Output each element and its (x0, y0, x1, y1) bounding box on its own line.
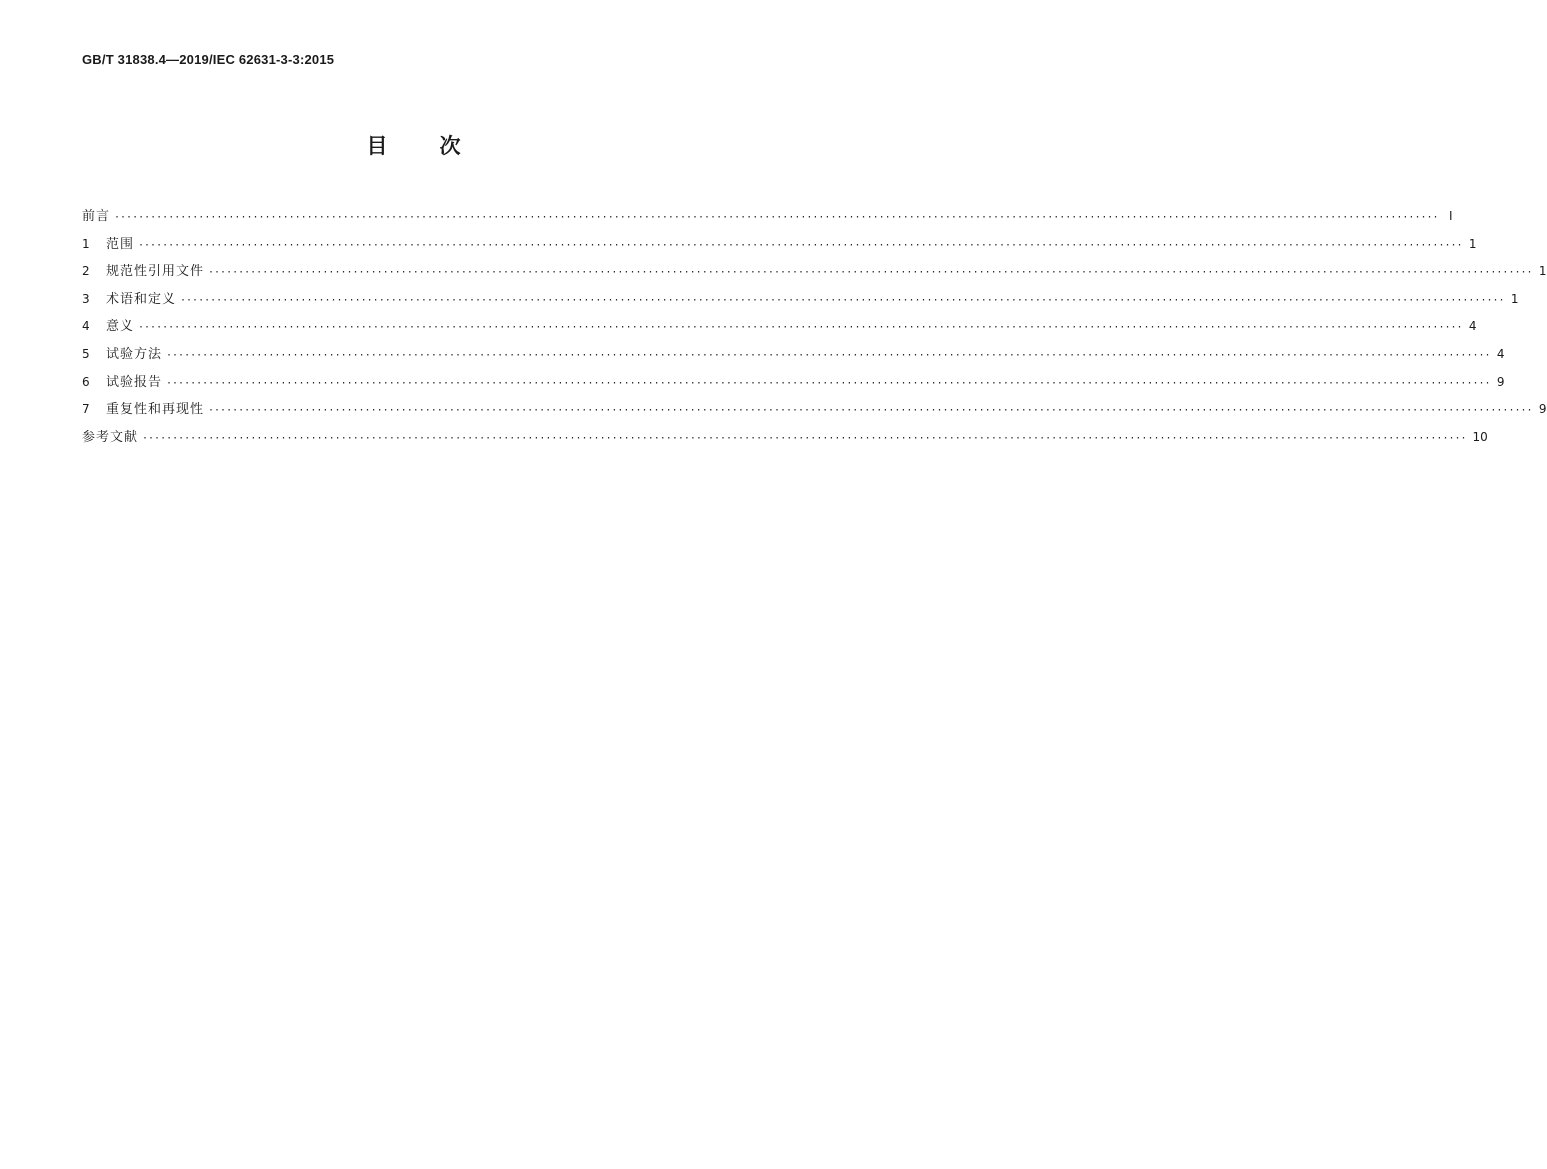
toc-entry-page: 4 (1468, 319, 1477, 334)
toc-leader-dots: ···························································································································································································································· (180, 294, 1505, 306)
toc-entry-number: 6 (82, 374, 90, 389)
table-of-contents (82, 205, 1547, 453)
toc-entry-bibliography[interactable] (82, 426, 1488, 454)
toc-leader-dots: ···························································································································································································································· (138, 322, 1463, 334)
toc-entry-number: 5 (82, 346, 90, 361)
toc-leader-dots: ···························································································································································································································· (166, 349, 1491, 361)
toc-entry-3[interactable] (82, 288, 1519, 316)
toc-entry-page: 1 (1510, 291, 1519, 306)
toc-entry-page: 9 (1538, 402, 1547, 417)
toc-entry-page: 1 (1468, 236, 1477, 251)
toc-entry-number: 7 (82, 402, 90, 417)
toc-leader-dots: ···························································································································································································································· (114, 212, 1439, 223)
toc-entry-number: 3 (82, 291, 90, 306)
toc-entry-5[interactable] (82, 343, 1505, 371)
toc-entry-label: 范围 (106, 236, 135, 252)
toc-entry-page: Ⅰ (1448, 209, 1453, 223)
toc-entry-4[interactable] (82, 315, 1477, 343)
toc-entry-page: 1 (1538, 264, 1547, 279)
toc-entry-number: 2 (82, 264, 90, 279)
toc-leader-dots: ···························································································································································································································· (166, 377, 1491, 389)
toc-entry-label: 规范性引用文件 (106, 264, 205, 280)
toc-entry-1[interactable] (82, 233, 1477, 261)
page-title: 目次 (366, 134, 513, 158)
toc-leader-dots: ···························································································································································································································· (142, 432, 1467, 444)
toc-entry-number: 4 (82, 319, 90, 334)
toc-entry-page: 4 (1496, 346, 1505, 361)
toc-entry-page: 10 (1472, 429, 1488, 444)
toc-entry-label: 试验报告 (106, 374, 163, 390)
toc-entry-6[interactable] (82, 371, 1505, 399)
toc-entry-label: 前言 (82, 209, 111, 224)
toc-entry-label: 术语和定义 (106, 291, 177, 307)
toc-entry-foreword[interactable] (82, 205, 1453, 233)
toc-entry-label: 重复性和再现性 (106, 402, 205, 418)
toc-entry-2[interactable] (82, 260, 1547, 288)
toc-entry-label: 意义 (106, 319, 135, 335)
toc-leader-dots: ···························································································································································································································· (138, 239, 1463, 251)
toc-leader-dots: ···························································································································································································································· (208, 267, 1533, 279)
toc-entry-label: 试验方法 (106, 346, 163, 362)
toc-entry-label: 参考文献 (82, 429, 139, 445)
toc-entry-number: 1 (82, 236, 90, 251)
standard-code-header: GB/T 31838.4—2019/IEC 62631-3-3:2015 (82, 52, 335, 67)
toc-entry-7[interactable] (82, 398, 1547, 426)
toc-leader-dots: ···························································································································································································································· (208, 405, 1533, 417)
toc-entry-page: 9 (1496, 374, 1505, 389)
